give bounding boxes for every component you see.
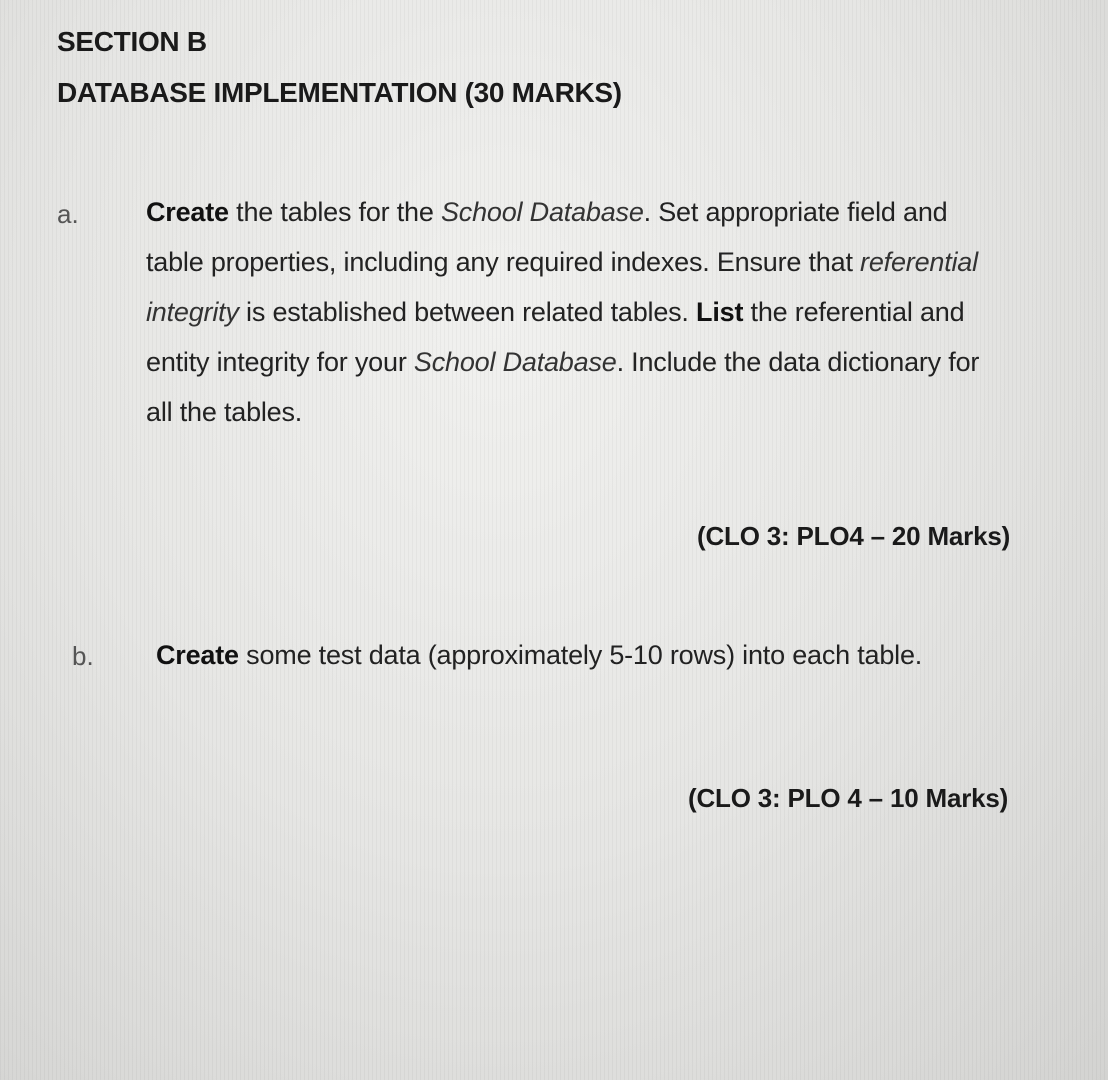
emphasis-create: Create: [156, 640, 239, 670]
emphasis-referential: referential: [860, 247, 978, 277]
question-a-marks: (CLO 3: PLO4 – 20 Marks): [697, 521, 1011, 551]
text: the referential and: [743, 297, 965, 327]
question-b-line-1: [156, 640, 922, 671]
question-a-line-5: [146, 397, 302, 428]
section-title: SECTION B: [57, 26, 207, 57]
emphasis-school-database: School Database: [413, 347, 617, 377]
emphasis-school-database: School Database: [441, 197, 644, 227]
text: is established between related tables.: [238, 297, 697, 327]
question-b-marks: (CLO 3: PLO 4 – 10 Marks): [688, 783, 1009, 813]
text: the tables for the: [228, 197, 441, 227]
text: . Include the data dictionary for: [616, 347, 980, 377]
text: all the tables.: [146, 397, 303, 427]
question-b-marker: b.: [72, 641, 94, 671]
emphasis-integrity: integrity: [146, 297, 239, 327]
emphasis-create: Create: [146, 197, 229, 227]
question-a-marker: a.: [57, 199, 79, 229]
question-a-line-2: [146, 247, 978, 278]
question-a-line-3: [146, 297, 964, 328]
text: . Set appropriate field and: [643, 197, 948, 227]
text: some test data (approximately 5-10 rows) into each table.: [238, 640, 923, 670]
emphasis-list: List: [696, 297, 744, 327]
text: entity integrity for your: [146, 347, 414, 377]
question-a-line-4: [146, 347, 979, 378]
text: table properties, including any required indexes. Ensure that: [146, 247, 861, 277]
question-a-line-1: [146, 197, 947, 228]
section-subtitle: DATABASE IMPLEMENTATION (30 MARKS): [57, 77, 622, 108]
